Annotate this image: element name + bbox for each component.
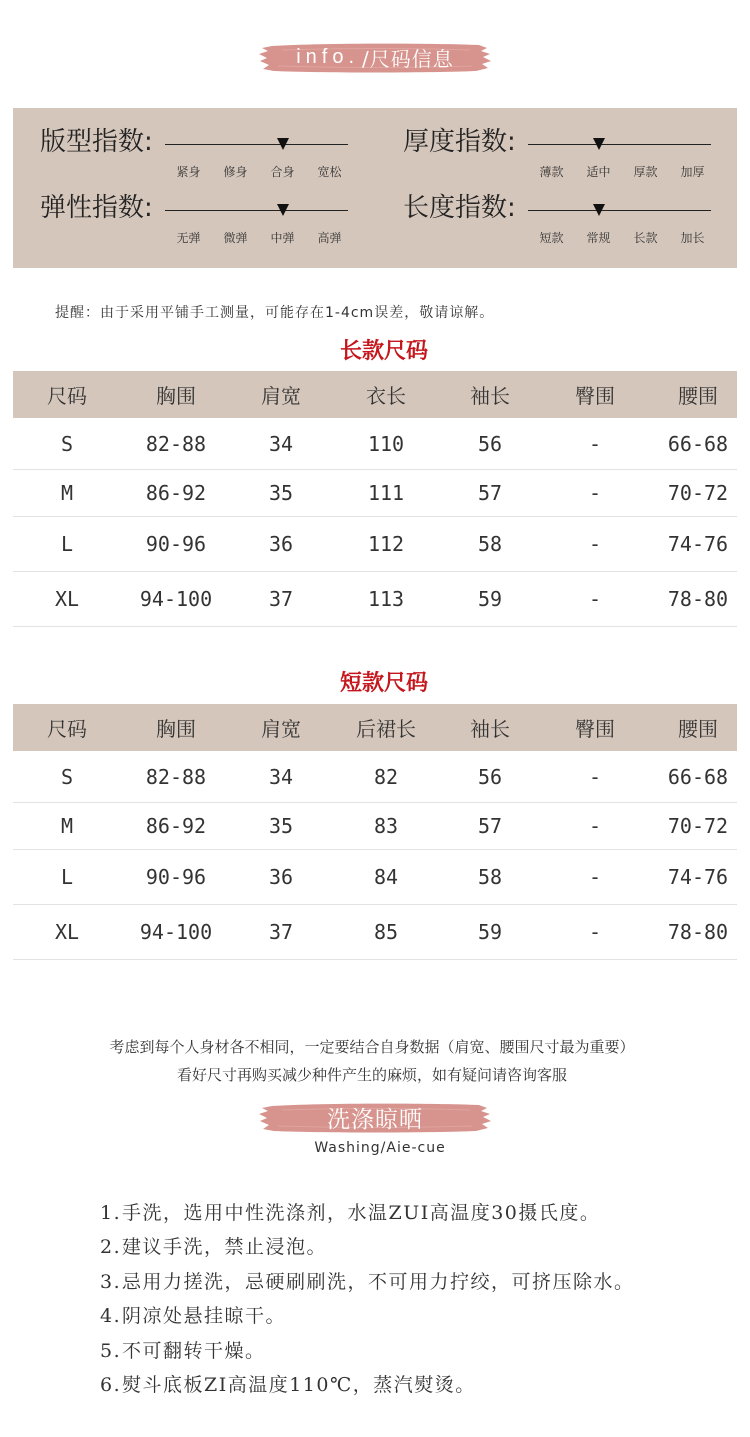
table-row	[13, 517, 737, 572]
size-label: M	[60, 814, 74, 838]
table-cell: 66-68	[667, 431, 729, 456]
advice-line: 考虑到每个人身材各不相同，一定要结合自身数据（肩宽、腰围尺寸最为重要）	[109, 1038, 635, 1056]
care-item-number: 3.	[100, 1270, 122, 1293]
table-cell: 66-68	[667, 764, 729, 789]
length-index-scale	[528, 192, 718, 252]
care-item-text: 建议手洗，禁止浸泡。	[122, 1236, 328, 1259]
table-cell: 82-88	[145, 431, 207, 456]
table-cell: 112	[367, 532, 405, 556]
scale-option: 加厚	[680, 165, 705, 179]
care-item-number: 1.	[100, 1202, 122, 1224]
care-item	[100, 1334, 720, 1368]
care-title: 洗涤晾晒	[327, 1107, 423, 1133]
care-item	[100, 1265, 720, 1299]
size-label: L	[60, 532, 74, 556]
care-item-number: 2.	[100, 1236, 122, 1259]
scale-option: 常规	[586, 231, 611, 245]
table-cell: 34	[268, 764, 294, 789]
table-cell: -	[588, 587, 602, 611]
care-item-text: 不可翻转干燥。	[122, 1339, 266, 1362]
table-cell: 94-100	[139, 920, 213, 944]
table-cell: -	[588, 920, 602, 944]
care-item-text: 手洗，选用中性洗涤剂，水温ZUI高温度30摄氏度。	[122, 1202, 601, 1224]
size-label: M	[60, 481, 74, 505]
table-row	[13, 418, 737, 470]
table-cell: 36	[268, 532, 294, 556]
size-label: XL	[54, 920, 80, 944]
scale-line	[165, 144, 348, 145]
size-info-banner-text	[258, 42, 492, 73]
care-item-number: 4.	[100, 1305, 122, 1328]
table-header-cell: 后裙长	[356, 717, 416, 741]
table-cell: 82	[373, 764, 399, 789]
table-cell: 86-92	[145, 481, 207, 505]
care-banner-text	[258, 1102, 492, 1133]
care-item	[100, 1196, 720, 1230]
table-cell: 58	[477, 532, 503, 556]
scale-options	[528, 230, 716, 246]
table-cell: 111	[367, 481, 405, 505]
table-cell: 90-96	[145, 865, 207, 889]
scale-line	[165, 210, 348, 211]
table-header-cell: 衣长	[366, 384, 406, 408]
table-cell: 110	[367, 431, 405, 456]
table-cell: 78-80	[667, 587, 729, 611]
elasticity-index-label: 弹性指数:	[40, 193, 153, 223]
advice-line: 看好尺寸再购买减少种件产生的麻烦，如有疑问请咨询客服	[176, 1066, 567, 1084]
care-item-number: 6.	[100, 1373, 122, 1396]
scale-option: 加长	[680, 231, 705, 245]
scale-option: 厚款	[633, 165, 658, 179]
table-cell: 84	[373, 865, 399, 889]
size-label: XL	[54, 587, 80, 611]
table-row	[13, 470, 737, 517]
table-cell: 35	[268, 814, 294, 838]
table-header-cell: 胸围	[156, 717, 196, 741]
size-advice	[0, 1033, 744, 1089]
table-row	[13, 905, 737, 960]
care-item	[100, 1299, 720, 1333]
table-cell: 59	[477, 920, 503, 944]
scale-option: 无弹	[176, 231, 201, 245]
scale-line	[528, 210, 711, 211]
selected-marker-icon	[277, 204, 289, 216]
table-cell: 70-72	[667, 481, 729, 505]
table-cell: 37	[268, 587, 294, 611]
table-header-cell: 肩宽	[261, 717, 301, 741]
size-label: S	[60, 764, 74, 789]
scale-option: 紧身	[176, 165, 201, 179]
fit-index	[40, 126, 360, 186]
scale-option: 修身	[223, 165, 248, 179]
banner-chinese-label: /尺码信息	[362, 47, 454, 71]
table-row	[13, 572, 737, 627]
table-cell: 56	[477, 431, 503, 456]
table-cell: 83	[373, 814, 399, 838]
elasticity-index-scale	[165, 192, 355, 252]
selected-marker-icon	[593, 204, 605, 216]
banner-english-label: info.	[296, 46, 360, 68]
care-subtitle: Washing/Aie-cue	[314, 1140, 446, 1156]
table-header-cell: 臀围	[575, 717, 615, 741]
table-cell: -	[588, 814, 602, 838]
table-cell: 56	[477, 764, 503, 789]
table-cell: 59	[477, 587, 503, 611]
length-index	[403, 192, 723, 252]
scale-option: 长款	[633, 231, 658, 245]
table-cell: 36	[268, 865, 294, 889]
table-cell: -	[588, 764, 602, 789]
table-header-row	[13, 704, 737, 751]
fit-index-scale	[165, 126, 355, 186]
scale-option: 高弹	[317, 231, 342, 245]
scale-option: 宽松	[317, 165, 342, 179]
table-cell: -	[588, 532, 602, 556]
scale-option: 中弹	[270, 231, 295, 245]
table-cell: 78-80	[667, 920, 729, 944]
thickness-index	[403, 126, 723, 186]
table-header-cell: 袖长	[470, 717, 510, 741]
short-size-title: 短款尺码	[339, 671, 428, 696]
scale-options	[165, 230, 353, 246]
table-row	[13, 751, 737, 803]
measurement-note: 提醒：由于采用平铺手工测量，可能存在1-4cm误差，敬请谅解。	[55, 305, 495, 321]
size-label: S	[60, 431, 74, 456]
table-cell: -	[588, 431, 602, 456]
scale-options	[165, 164, 353, 180]
table-cell: 57	[477, 814, 503, 838]
table-cell: 70-72	[667, 814, 729, 838]
table-row	[13, 850, 737, 905]
table-header-cell: 腰围	[678, 717, 718, 741]
care-item-number: 5.	[100, 1339, 122, 1362]
table-header-cell: 尺码	[47, 717, 87, 741]
garment-index-panel	[13, 108, 737, 268]
table-cell: -	[588, 865, 602, 889]
scale-options	[528, 164, 716, 180]
care-item	[100, 1368, 720, 1402]
long-size-table	[13, 371, 737, 627]
table-cell: 82-88	[145, 764, 207, 789]
table-header-cell: 腰围	[678, 384, 718, 408]
care-item	[100, 1230, 720, 1264]
size-label: L	[60, 865, 74, 889]
length-index-label: 长度指数:	[403, 193, 516, 223]
thickness-index-scale	[528, 126, 718, 186]
table-cell: -	[588, 481, 602, 505]
table-cell: 85	[373, 920, 399, 944]
table-cell: 57	[477, 481, 503, 505]
scale-option: 合身	[270, 165, 295, 179]
long-size-title: 长款尺码	[339, 339, 428, 364]
scale-option: 适中	[586, 165, 611, 179]
table-cell: 34	[268, 431, 294, 456]
table-header-cell: 胸围	[156, 384, 196, 408]
scale-option: 短款	[539, 231, 564, 245]
table-cell: 74-76	[667, 865, 729, 889]
table-header-row	[13, 371, 737, 418]
table-header-cell: 臀围	[575, 384, 615, 408]
table-header-cell: 袖长	[470, 384, 510, 408]
size-info-banner	[258, 42, 492, 73]
table-cell: 86-92	[145, 814, 207, 838]
table-cell: 37	[268, 920, 294, 944]
table-header-cell: 尺码	[47, 384, 87, 408]
elasticity-index	[40, 192, 360, 252]
table-cell: 90-96	[145, 532, 207, 556]
selected-marker-icon	[593, 138, 605, 150]
care-item-text: 忌用力搓洗，忌硬刷刷洗，不可用力拧绞，可挤压除水。	[122, 1270, 635, 1293]
care-instructions-list	[100, 1196, 720, 1402]
care-item-text: 阴凉处悬挂晾干。	[122, 1305, 287, 1328]
table-row	[13, 803, 737, 850]
table-header-cell: 肩宽	[261, 384, 301, 408]
table-cell: 113	[367, 587, 405, 611]
fit-index-label: 版型指数:	[40, 127, 153, 157]
selected-marker-icon	[277, 138, 289, 150]
table-cell: 74-76	[667, 532, 729, 556]
scale-option: 微弹	[223, 231, 248, 245]
table-cell: 94-100	[139, 587, 213, 611]
care-banner	[258, 1102, 492, 1133]
scale-option: 薄款	[539, 165, 564, 179]
short-size-table	[13, 704, 737, 960]
table-cell: 58	[477, 865, 503, 889]
care-item-text: 熨斗底板ZI高温度110℃，蒸汽熨烫。	[122, 1373, 476, 1396]
scale-line	[528, 144, 711, 145]
thickness-index-label: 厚度指数:	[403, 127, 516, 157]
table-cell: 35	[268, 481, 294, 505]
